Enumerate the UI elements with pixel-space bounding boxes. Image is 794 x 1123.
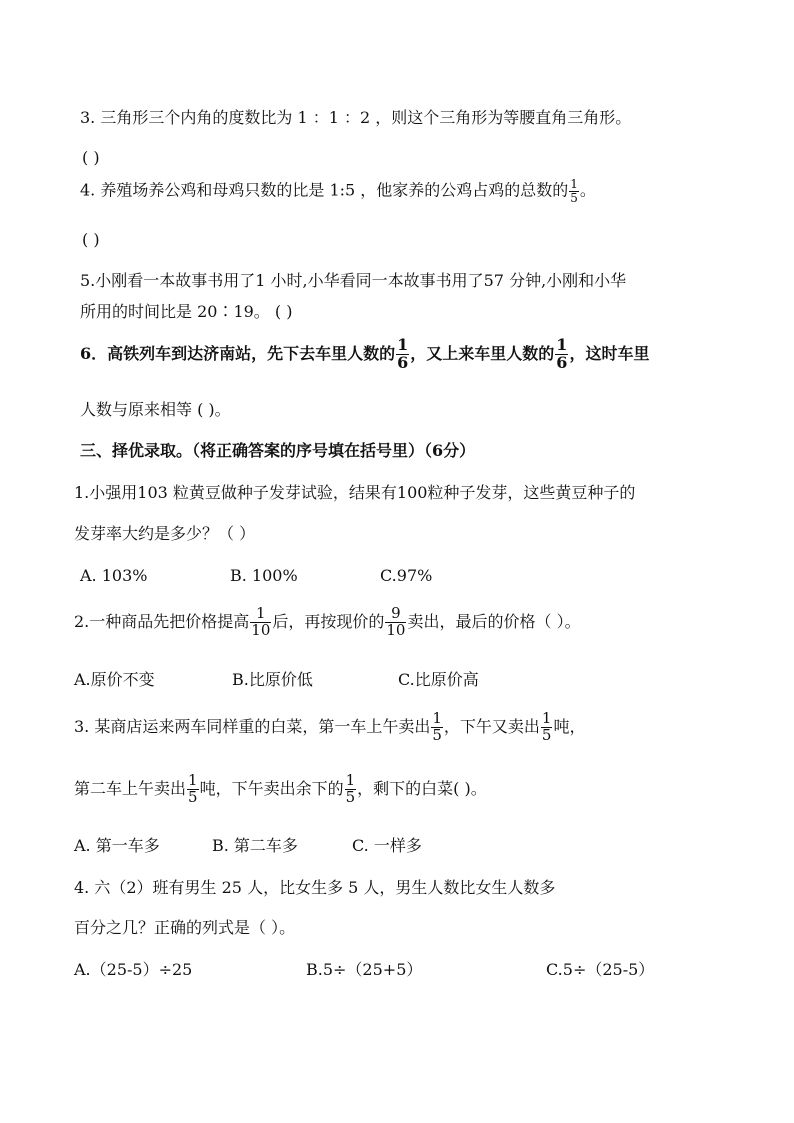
mc-question-4-line2: 百分之几？正确的列式是（ ）。 <box>74 918 296 937</box>
tf-answer-blank-4[interactable]: ( ) <box>82 230 100 249</box>
tf-question-6-line1: 6．高铁列车到达济南站，先下去车里人数的 $\frac{1}{6}$ ，又上来车里人数的 $\frac{1}{6}$ ，这时车里 <box>80 335 650 372</box>
fraction-one-fifth: $\frac{1}{5}$ <box>345 771 356 806</box>
fraction-one-sixth: $\frac{1}{6}$ <box>556 335 568 372</box>
tf-answer-blank-3[interactable]: ( ) <box>82 148 100 167</box>
mc4-option-a[interactable]: A.（25-5）÷25 <box>74 960 193 979</box>
mc2-option-a[interactable]: A.原价不变 <box>74 670 155 689</box>
mc-question-4-line1: 4. 六（2）班有男生 25 人，比女生多 5 人，男生人数比女生人数多 <box>74 878 556 897</box>
fraction-one-sixth: $\frac{1}{6}$ <box>397 335 409 372</box>
mc3-option-b[interactable]: B. 第二车多 <box>212 836 298 855</box>
fraction-one-tenth: $\frac{1}{10}$ <box>251 604 271 639</box>
mc3-option-a[interactable]: A. 第一车多 <box>74 836 160 855</box>
mc1-option-b[interactable]: B. 100% <box>230 566 298 585</box>
tf-question-6-line2: 人数与原来相等 ( )。 <box>80 400 231 419</box>
mc-question-3-line1: 3. 某商店运来两车同样重的白菜，第一车上午卖出 $\frac{1}{5}$ ，下午又卖出 $\frac{1}{5}$ 吨， <box>74 709 586 744</box>
fraction-one-fifth: $\frac{1}{5}$ <box>570 177 578 205</box>
tf-question-3: 3. 三角形三个内角的度数比为 1 ：1 ：2 ，则这个三角形为等腰直角三角形。 <box>80 108 632 127</box>
section-heading-3: 三、择优录取。（将正确答案的序号填在括号里）（6分） <box>80 441 476 460</box>
tf-question-4: 4. 养殖场养公鸡和母鸡只数的比是 1:5 ，他家养的公鸡占鸡的总数的 $\frac{1}{5}$ 。 <box>80 177 596 205</box>
fraction-one-fifth: $\frac{1}{5}$ <box>432 709 442 744</box>
mc-question-1-line2: 发芽率大约是多少？（ ） <box>74 524 256 543</box>
mc-question-3-line2: 第二车上午卖出 $\frac{1}{5}$ 吨，下午卖出余下的 $\frac{1}{5}$ ，剩下的白菜( )。 <box>74 771 487 806</box>
mc4-option-b[interactable]: B.5÷（25+5） <box>306 960 423 979</box>
tf-question-5-line2: 所用的时间比是 20∶19。 ( ) <box>80 302 293 321</box>
fraction-one-fifth: $\frac{1}{5}$ <box>188 771 198 806</box>
mc2-option-c[interactable]: C.比原价高 <box>398 670 479 689</box>
mc1-option-a[interactable]: A. 103% <box>80 566 148 585</box>
fraction-nine-tenths: $\frac{9}{10}$ <box>386 604 406 639</box>
mc-question-1-line1: 1.小强用103 粒黄豆做种子发芽试验，结果有100粒种子发芽，这些黄豆种子的 <box>74 483 636 502</box>
mc4-option-c[interactable]: C.5÷（25-5） <box>546 960 655 979</box>
mc3-option-c[interactable]: C. 一样多 <box>352 836 422 855</box>
tf-question-5-line1: 5.小刚看一本故事书用了1 小时,小华看同一本故事书用了57 分钟,小刚和小华 <box>80 271 627 290</box>
mc2-option-b[interactable]: B.比原价低 <box>232 670 313 689</box>
mc-question-2: 2.一种商品先把价格提高 $\frac{1}{10}$ 后，再按现价的 $\frac{9}{10}$ 卖出，最后的价格（ ）。 <box>74 604 581 639</box>
mc1-option-c[interactable]: C.97% <box>380 566 433 585</box>
fraction-one-fifth: $\frac{1}{5}$ <box>541 709 552 744</box>
